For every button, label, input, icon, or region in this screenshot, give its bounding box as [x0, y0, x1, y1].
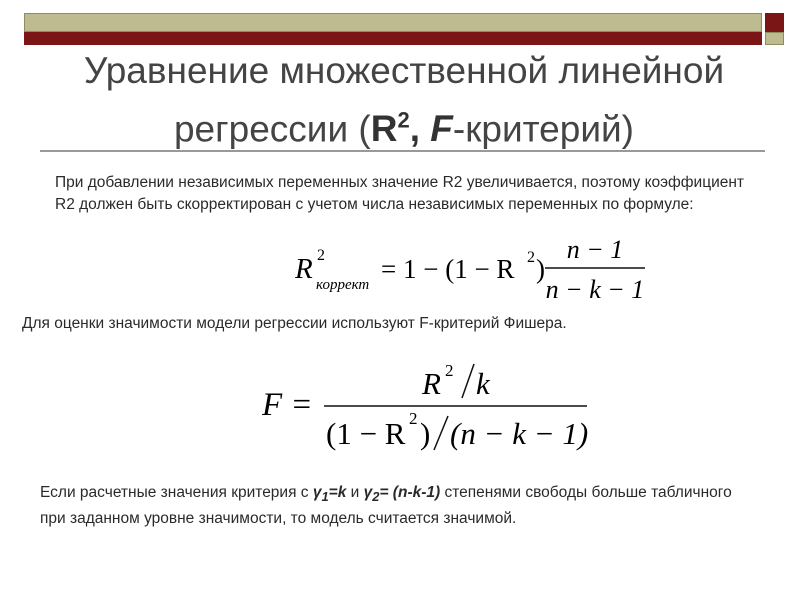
- title-line-2: [34, 96, 774, 154]
- f1-numerator: n − 1: [566, 235, 624, 264]
- p3-part2: степенями свободы больше табличного при заданном уровне значимости, то модель считается значимой.: [40, 484, 732, 528]
- paragraph-f-test: Для оценки значимости модели регрессии используют F-критерий Фишера.: [22, 315, 567, 332]
- header-square-red: [765, 13, 784, 32]
- title-prefix: регрессии (: [173, 108, 371, 150]
- f1-equals: = 1 − (1 − R: [381, 254, 515, 284]
- p3-gamma2: γ: [363, 484, 373, 501]
- p3-and: и: [346, 484, 364, 501]
- title-line-1: Уравнение множественной линейной: [83, 50, 725, 91]
- f2-num-R: R: [422, 366, 441, 401]
- f1-sub: коррект: [316, 277, 370, 293]
- f1-equals-sup: 2: [527, 249, 535, 266]
- p3-gamma2-sub: 2: [372, 489, 380, 505]
- formula-adjusted-r2: [295, 232, 655, 304]
- title-f: F: [430, 108, 453, 150]
- slide-title: [34, 46, 774, 154]
- f1-denominator: n − k − 1: [545, 275, 645, 304]
- f1-close: ): [536, 254, 545, 284]
- title-comma: ,: [409, 108, 431, 150]
- title-suffix: -критерий): [452, 108, 634, 150]
- paragraph-significance: [40, 482, 760, 530]
- f2-num-slash: [462, 364, 474, 398]
- f2-den-sup: 2: [409, 409, 418, 428]
- header-bar-olive: [24, 13, 762, 32]
- title-r: R: [370, 108, 398, 150]
- p3-gamma1-val: =k: [328, 484, 347, 501]
- header-square-olive: [765, 32, 784, 45]
- f2-den-slash: [434, 416, 448, 450]
- p3-part1: Если расчетные значения критерия с: [40, 484, 313, 501]
- f1-R: R: [295, 253, 313, 285]
- p3-gamma1: γ: [312, 484, 322, 501]
- f2-den-right: (n − k − 1): [450, 416, 589, 451]
- f2-num-sup: 2: [445, 361, 454, 380]
- f2-num-k: k: [476, 366, 490, 401]
- title-r-sup: 2: [397, 108, 410, 133]
- p3-gamma1-sub: 1: [321, 489, 329, 505]
- title-divider: [40, 150, 765, 152]
- f2-den-left: (1 − R: [326, 416, 406, 451]
- f2-den-close: ): [420, 416, 431, 451]
- f1-sup: 2: [317, 247, 325, 264]
- paragraph-adjusted-r2: При добавлении независимых переменных значение R2 увеличивается, поэтому коэффициент R2 должен быть скорректирован с учетом числа независимых переменных по формуле:: [55, 174, 745, 213]
- header-bar-red: [24, 32, 762, 45]
- f2-lhs: F =: [262, 387, 313, 423]
- formula-f-statistic: [262, 360, 602, 456]
- p3-gamma2-val: = (n-k-1): [379, 484, 441, 501]
